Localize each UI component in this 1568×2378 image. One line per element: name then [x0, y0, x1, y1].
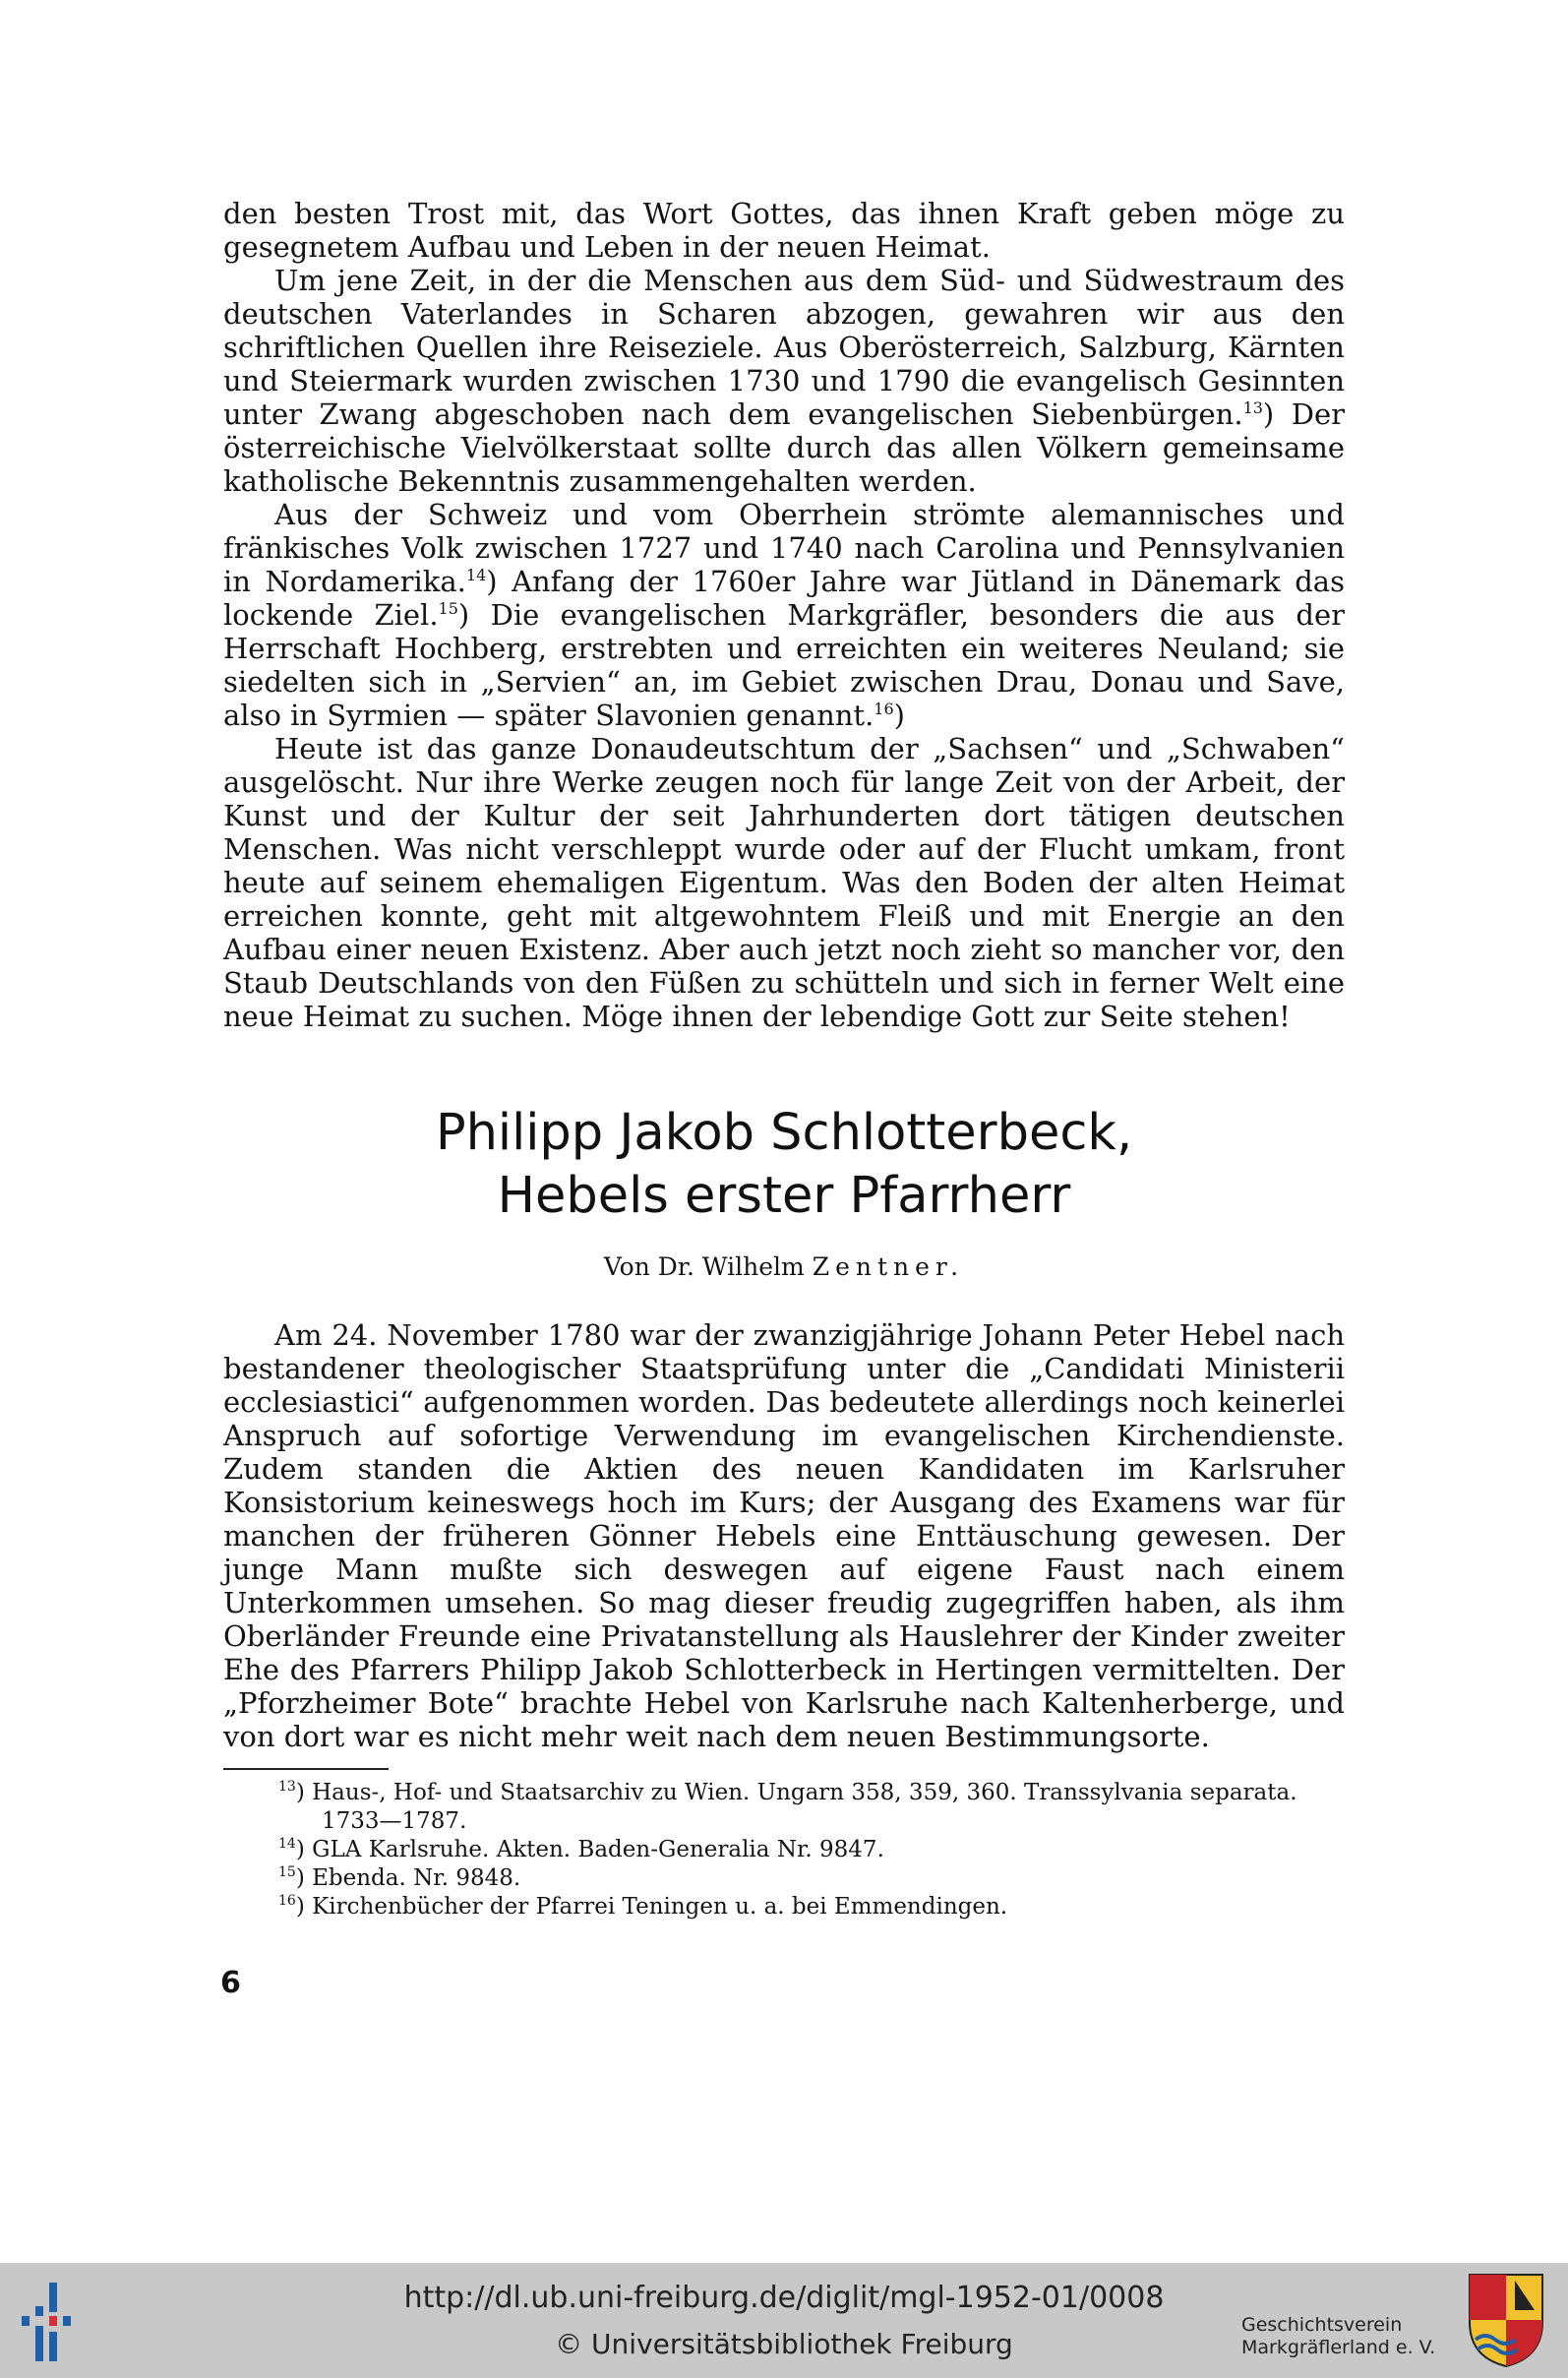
permalink-url[interactable]: http://dl.ub.uni-freiburg.de/diglit/mgl-1952-01/0008	[403, 2281, 1165, 2315]
footnote-number: 16	[278, 1893, 296, 1909]
footnote-ref-16[interactable]: 16	[874, 700, 894, 718]
paragraph-4-text: Heute ist das ganze Donaudeutschtum der „Sachsen“ und „Schwaben“ ausgelöscht. Nur ihre Werke zeugen noch für lange Zeit von der Arbeit, der Kunst und der Kultur der seit Jahrhunderten dort tätigen deutschen Menschen. Was nicht verschleppt wurde oder auf der Flucht umkam, front heute auf seinem ehemaligen Eigentum. Was den Boden der alten Heimat erreichen konnte, geht mit altgewohntem Fleiß und mit Energie an den Aufbau einer neuen Existenz. Aber auch jetzt noch zieht so mancher vor, den Staub Deutschlands von den Füßen zu schütteln und sich in ferner Welt eine neue Heimat zu suchen. Möge ihnen der lebendige Gott zur Seite stehen!	[223, 732, 1345, 1033]
article-body	[223, 1318, 1345, 1753]
paragraph-3-text: Aus der Schweiz und vom Oberrhein strömte alemannisches und fränkisches Volk zwischen 1727 und 1740 nach Carolina und Pennsylvanien in Nordamerika.	[223, 498, 1345, 598]
footnote-16: $^{16}$) Kirchenbücher der Pfarrei Teningen u. a. bei Emmendingen.	[278, 1893, 1008, 1920]
footnote-text: GLA Karlsruhe. Akten. Baden-Generalia Nr. 9847.	[312, 1837, 884, 1862]
footnote-ref-15[interactable]: 15	[438, 599, 458, 618]
article-title-line-2: Hebels erster Pfarrherr	[497, 1167, 1071, 1225]
paragraph-1-text: den besten Trost mit, das Wort Gottes, das ihnen Kraft geben möge zu gesegnetem Aufbau und Leben in der neuen Heimat.	[223, 197, 1345, 264]
footnote-number: 15	[278, 1864, 296, 1880]
copyright-notice: © Universitätsbibliothek Freiburg	[555, 2328, 1013, 2360]
author-surname: Zentner.	[812, 1252, 965, 1281]
author-prefix: Von Dr. Wilhelm	[603, 1252, 805, 1281]
viewer-footer	[0, 2263, 1568, 2378]
article-body-paragraph: Am 24. November 1780 war der zwanzigjährige Johann Peter Hebel nach bestandener theologischer Staatsprüfung unter die „Candidati Ministerii ecclesiastici“ aufgenommen worden. Das bedeutete allerdings noch keinerlei Anspruch auf sofortige Verwendung im evangelischen Kirchendienste. Zudem standen die Aktien des neuen Kandidaten im Karlsruher Konsistorium keineswegs hoch im Kurs; der Ausgang des Examens war für manchen der früheren Gönner Hebels eine Enttäuschung gewesen. Der junge Mann mußte sich deswegen auf eigene Faust nach einem Unterkommen umsehen. So mag dieser freudig zugegriffen haben, als ihm Oberländer Freunde eine Privatanstellung als Hauslehrer der Kinder zweiter Ehe des Pfarrers Philipp Jakob Schlotterbeck in Hertingen vermittelten. Der „Pforzheimer Bote“ brachte Hebel von Karlsruhe nach Kaltenherberge, und von dort war es nicht mehr weit nach dem neuen Bestimmungsorte.	[223, 1318, 1345, 1753]
footnote-text: Haus-, Hof- und Staatsarchiv zu Wien. Ungarn 358, 359, 360. Transsylvania separata. 1733—1787.	[312, 1780, 1297, 1834]
paragraph-4	[223, 732, 1345, 1033]
paragraph-3-text-b: Anfang der 1760er Jahre war Jütland in Dänemark das lockende Ziel.	[223, 565, 1345, 632]
paragraph-3-close: )	[893, 699, 905, 732]
page-number: 6	[220, 1966, 241, 2000]
paragraph-2-text: Um jene Zeit, in der die Menschen aus dem Süd- und Südwestraum des deutschen Vaterlandes in Scharen abzogen, gewahren wir aus den schriftlichen Quellen ihre Reiseziele. Aus Oberösterreich, Salzburg, Kärnten und Steiermark wurden zwischen 1730 und 1790 die evangelisch Gesinnten unter Zwang abgeschoben nach dem evangelischen Siebenbürgen.	[223, 264, 1345, 431]
footnote-ref-13[interactable]: 13	[1242, 398, 1263, 417]
footnotes	[278, 1779, 1345, 1921]
top-text-block	[223, 197, 1345, 1033]
article-title-line-1: Philipp Jakob Schlotterbeck,	[435, 1104, 1133, 1162]
footnote-ref-14[interactable]: 14	[465, 566, 487, 584]
footnote-divider	[223, 1768, 389, 1770]
footnote-text: Kirchenbücher der Pfarrei Teningen u. a. bei Emmendingen.	[312, 1894, 1008, 1920]
paragraph-3: Aus der Schweiz und vom Oberrhein strömte alemannisches und fränkisches Volk zwischen 1727 und 1740 nach Carolina und Pennsylvanien in Nordamerika.$^{14}$) Anfang der 1760er Jahre war Jütland in Dänemark das lockende Ziel.$^{15}$) Die evangelischen Markgräfler, besonders die aus der Herrschaft Hochberg, erstrebten und erreichten ein weiteres Neuland; sie siedelten sich in „Servien“ an, im Gebiet zwischen Drau, Donau und Save, also in Syrmien — später Slavonien genannt.$^{16}$)	[223, 498, 1345, 732]
article-author	[223, 1251, 1345, 1283]
society-line-1: Geschichtsverein	[1241, 2314, 1403, 2336]
paragraph-2-text-b: Der österreichische Vielvölkerstaat sollte durch das allen Völkern gemeinsame katholische Bekenntnis zusammengehalten werden.	[223, 397, 1345, 498]
footnote-14: $^{14}$) GLA Karlsruhe. Akten. Baden-Generalia Nr. 9847.	[278, 1836, 884, 1862]
society-name	[1241, 2314, 1435, 2359]
coat-of-arms-icon	[1466, 2271, 1546, 2369]
footnote-13: $^{13}$) Haus-, Hof- und Staatsarchiv zu Wien. Ungarn 358, 359, 360. Transsylvania separata. 1733—1787.	[278, 1779, 1297, 1834]
footnote-number: 14	[278, 1836, 296, 1852]
society-line-2: Markgräflerland e. V.	[1241, 2337, 1436, 2358]
footnote-text: Ebenda. Nr. 9848.	[312, 1865, 521, 1891]
paragraph-1	[223, 197, 1345, 264]
paragraph-2: Um jene Zeit, in der die Menschen aus dem Süd- und Südwestraum des deutschen Vaterlandes in Scharen abzogen, gewahren wir aus den schriftlichen Quellen ihre Reiseziele. Aus Oberösterreich, Salzburg, Kärnten und Steiermark wurden zwischen 1730 und 1790 die evangelisch Gesinnten unter Zwang abgeschoben nach dem evangelischen Siebenbürgen.$^{13}$) Der österreichische Vielvölkerstaat sollte durch das allen Völkern gemeinsame katholische Bekenntnis zusammengehalten werden.	[223, 264, 1345, 498]
footnote-15: $^{15}$) Ebenda. Nr. 9848.	[278, 1864, 521, 1891]
footnote-number: 13	[278, 1779, 296, 1795]
paragraph-3-text-c: Die evangelischen Markgräfler, besonders die aus der Herrschaft Hochberg, erstrebten und erreichten ein weiteres Neuland; sie siedelten sich in „Servien“ an, im Gebiet zwischen Drau, Donau und Save, also in Syrmien — später Slavonien genannt.	[223, 598, 1345, 732]
article-title	[223, 1102, 1345, 1228]
